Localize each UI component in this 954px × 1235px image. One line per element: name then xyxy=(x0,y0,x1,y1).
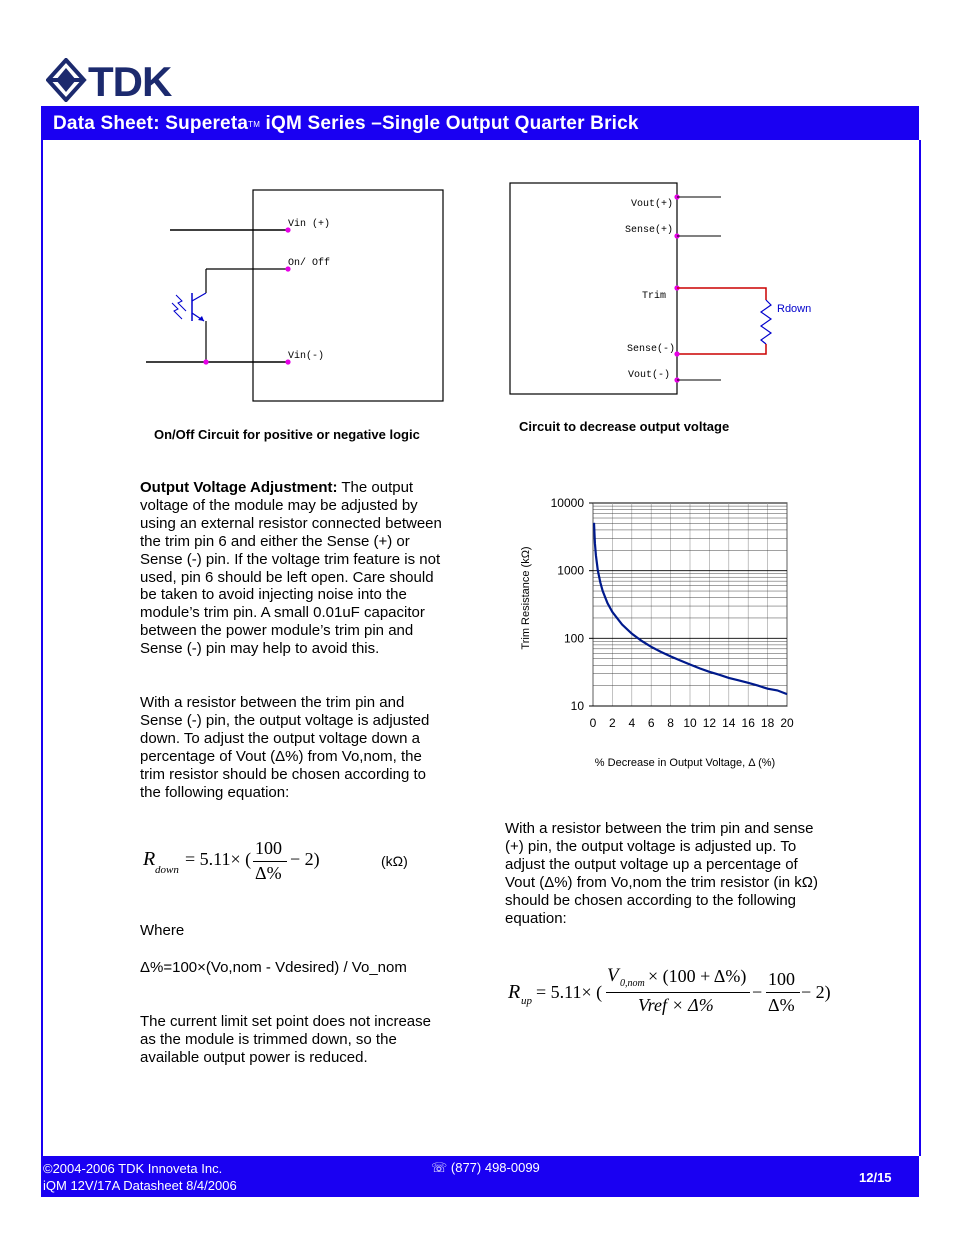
eq-down-coef: = 5.11× ( xyxy=(185,849,252,869)
x-tick-label: 12 xyxy=(702,716,717,730)
trim-down-caption: Circuit to decrease output voltage xyxy=(519,419,730,434)
y-tick-label: 10 xyxy=(570,699,584,713)
eq-up-sub: up xyxy=(521,995,532,1007)
x-tick-label: 18 xyxy=(760,716,775,730)
x-tick-label: 2 xyxy=(609,716,616,730)
footer-bar xyxy=(41,1156,919,1197)
onoff-circuit xyxy=(140,185,450,410)
eq-down-unit: (kΩ) xyxy=(381,853,408,869)
footer-phone: ☏ (877) 498-0099 xyxy=(431,1160,540,1175)
eq-up-R: R xyxy=(508,981,521,1003)
rdown-label: Rdown xyxy=(777,303,812,315)
phone-icon: ☏ xyxy=(431,1160,448,1175)
page-title: Data Sheet: Supereta™ iQM Series –Single Output Quarter Brick xyxy=(53,113,639,134)
vout-pos-label: Vout(+) xyxy=(630,199,673,210)
footer-copyright: ©2004-2006 TDK Innoveta Inc. xyxy=(43,1161,223,1176)
x-tick-label: 16 xyxy=(741,716,755,730)
rup-equation xyxy=(508,966,848,1018)
where-label: Where xyxy=(140,922,185,939)
trim-down-paragraph: With a resistor between the trim pin and Sense (-) pin, the output voltage is adjusted down. To adjust the output voltage down a percentage of Vout (Δ%) from Vo,nom, the trim resistor should be chosen according to the following equation: xyxy=(140,694,430,801)
eq-up-den: Vref × Δ% xyxy=(638,995,714,1015)
eq-up-minus: − xyxy=(752,982,763,1002)
vin-pos-label: Vin (+) xyxy=(288,219,331,230)
x-axis-label: % Decrease in Output Voltage, Δ (%) xyxy=(594,757,776,769)
eq-up-fraction-bar xyxy=(606,992,750,993)
y-tick-label: 10000 xyxy=(550,496,584,510)
x-tick-label: 14 xyxy=(722,716,736,730)
eq-up-tail: − 2) xyxy=(801,982,831,1002)
eq-up-den2: Δ% xyxy=(768,995,795,1015)
trim-down-circuit xyxy=(505,180,815,395)
eq-up-num-rest: × (100 + Δ%) xyxy=(648,966,747,986)
eq-down-fraction-bar xyxy=(253,861,287,862)
footer-doc: iQM 12V/17A Datasheet 8/4/2006 xyxy=(43,1178,237,1193)
emitter-node xyxy=(203,359,208,364)
tdk-logo xyxy=(46,58,216,102)
y-tick-label: 100 xyxy=(563,631,584,646)
x-tick-label: 8 xyxy=(667,716,674,730)
sense-neg-pin xyxy=(674,351,679,356)
vout-neg-label: Vout(-) xyxy=(627,370,670,381)
trademark: TM xyxy=(248,120,261,129)
onoff-label: On/ Off xyxy=(288,258,331,269)
eq-up-num-v: V xyxy=(607,965,619,986)
eq-down-R: R xyxy=(143,848,156,870)
logo-text: TDK xyxy=(88,58,172,102)
eq-down-tail: − 2) xyxy=(290,849,320,869)
onoff-caption: On/Off Circuit for positive or negative logic xyxy=(154,427,420,442)
output-adjust-heading: Output Voltage Adjustment: xyxy=(140,479,338,496)
eq-up-fraction-bar-2 xyxy=(766,992,800,993)
trim-resistance-chart xyxy=(510,488,810,778)
x-tick-label: 20 xyxy=(780,716,794,730)
eq-down-num: 100 xyxy=(255,838,282,858)
rdown-equation xyxy=(143,838,383,888)
eq-down-den: Δ% xyxy=(255,863,282,883)
current-limit-paragraph: The current limit set point does not increase as the module is trimmed down, so the available output power is reduced. xyxy=(140,1013,431,1066)
rdown-resistor xyxy=(761,300,771,344)
y-tick-label: 1000 xyxy=(557,563,584,578)
page-number: 12/15 xyxy=(859,1170,892,1185)
trim-label: Trim xyxy=(641,291,666,302)
delta-definition: Δ%=100×(Vo,nom - Vdesired) / Vo_nom xyxy=(140,959,407,976)
eq-up-num2: 100 xyxy=(768,969,795,989)
eq-up-coef: = 5.11× ( xyxy=(536,982,603,1002)
y-axis-label: Trim Resistance (kΩ) xyxy=(520,546,532,650)
x-tick-label: 0 xyxy=(589,716,597,730)
sense-pos-label: Sense(+) xyxy=(624,225,673,236)
sense-neg-label: Sense(-) xyxy=(626,344,675,355)
x-tick-label: 10 xyxy=(683,716,697,730)
vin-neg-label: Vin(-) xyxy=(288,351,325,362)
eq-up-num-sub: 0,nom xyxy=(620,978,645,989)
light-arrows-icon xyxy=(172,295,186,319)
x-tick-label: 4 xyxy=(628,716,636,730)
title-bar xyxy=(41,106,919,140)
tdk-emblem-icon xyxy=(48,60,84,100)
trim-up-paragraph: With a resistor between the trim pin and sense (+) pin, the output voltage is adjusted up. To adjust the output voltage up a percentage of Vout (Δ%) from Vo,nom the trim resistor (in kΩ) should be chosen according to the following equation: xyxy=(505,820,818,927)
output-adjust-paragraph: Output Voltage Adjustment: The output voltage of the module may be adjusted by using an external resistor connected between the trim pin 6 and either the Sense (+) or Sense (-) pin. If the voltage trim feature is not used, pin 6 should be left open. Care should be taken to avoid injecting noise into the module’s trim pin. A small 0.01uF capacitor between the power module’s trim pin and Sense (-) pin may help to avoid this. xyxy=(140,479,442,658)
x-tick-label: 6 xyxy=(647,716,655,730)
eq-down-sub: down xyxy=(155,864,179,876)
